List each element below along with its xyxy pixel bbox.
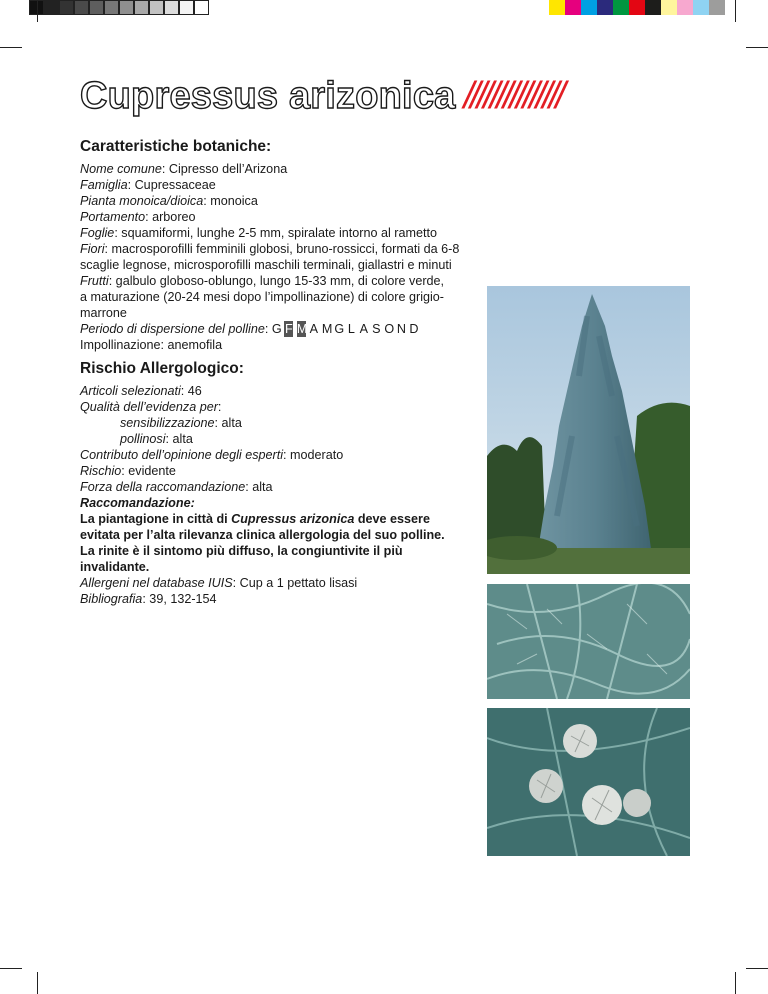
month-letter: M: [321, 322, 333, 336]
crop-mark: [735, 972, 736, 994]
tree-photo: [487, 286, 690, 574]
recommendation-text-1: La piantagione in città di Cupressus arizonica deve essere: [80, 512, 430, 526]
pollination-row: Impollinazione: anemofila: [80, 338, 223, 352]
month-letter: F: [284, 322, 293, 336]
crop-mark: [0, 47, 22, 48]
month-letter: D: [409, 322, 419, 336]
grayscale-calibration-strip: [29, 0, 209, 15]
recommendation-text-4: invalidante.: [80, 560, 150, 574]
crop-mark: [37, 0, 38, 22]
page-title: Cupressus arizonica: [80, 75, 456, 117]
month-letter: G: [334, 322, 345, 336]
pollen-period-row: Periodo di dispersione del polline: G F M A M G L A S O N D: [80, 322, 419, 336]
common-name-row: Nome comune: Cipresso dell’Arizona: [80, 162, 288, 176]
title-slash-decoration: ///////////////: [463, 75, 562, 117]
flowers-row: Fiori: macrosporofilli femminili globosi, bruno-rossicci, formati da 6-8: [80, 242, 460, 256]
cones-photo: [487, 708, 690, 856]
recommendation-strength-row: Forza della raccomandazione: alta: [80, 480, 273, 494]
botanical-section: [80, 137, 500, 353]
allergy-section: [80, 359, 500, 607]
leaves-row: Foglie: squamiformi, lunghe 2-5 mm, spiralate intorno al rametto: [80, 226, 437, 240]
foliage-photo: [487, 584, 690, 699]
month-letter: A: [309, 322, 319, 336]
family-row: Famiglia: Cupressaceae: [80, 178, 216, 192]
habit-row: Portamento: arboreo: [80, 210, 196, 224]
allergy-heading: Rischio Allergologico:: [80, 360, 244, 377]
articles-row: Articoli selezionati: 46: [80, 384, 202, 398]
flowers-row-cont: scaglie legnose, microsporofilli maschili terminali, giallastri e minuti: [80, 258, 452, 272]
month-calendar: [272, 322, 419, 336]
fruits-row-cont: a maturazione (20-24 mesi dopo l’impollinazione) di colore grigio-: [80, 290, 445, 304]
botanical-heading: Caratteristiche botaniche:: [80, 138, 272, 155]
crop-mark: [37, 972, 38, 994]
allergens-row: Allergeni nel database IUIS: Cup a 1 pettato lisasi: [80, 576, 358, 590]
recommendation-text-3: La rinite è il sintomo più diffuso, la congiuntivite il più: [80, 544, 403, 558]
recommendation-label: Raccomandazione:: [80, 496, 195, 510]
month-letter: G: [271, 322, 282, 336]
month-letter: M: [296, 322, 308, 336]
sensitization-row: sensibilizzazione: alta: [120, 416, 242, 430]
pollinosis-row: pollinosi: alta: [120, 432, 193, 446]
recommendation-text-2: evitata per l’alta rilevanza clinica allergologia del suo polline.: [80, 528, 445, 542]
color-calibration-strip: [549, 0, 725, 15]
crop-mark: [746, 968, 768, 969]
risk-row: Rischio: evidente: [80, 464, 176, 478]
expert-opinion-row: Contributo dell’opinione degli esperti: moderato: [80, 448, 344, 462]
month-letter: L: [347, 322, 355, 336]
crop-mark: [735, 0, 736, 22]
month-letter: N: [396, 322, 406, 336]
month-letter: A: [359, 322, 369, 336]
fruits-row-cont: marrone: [80, 306, 127, 320]
bibliography-row: Bibliografia: 39, 132-154: [80, 592, 217, 606]
crop-mark: [746, 47, 768, 48]
month-letter: S: [372, 322, 381, 336]
evidence-quality-row: Qualità dell’evidenza per:: [80, 400, 222, 414]
monoecy-row: Pianta monoica/dioica: monoica: [80, 194, 258, 208]
page-title-row: [80, 74, 562, 118]
crop-mark: [0, 968, 22, 969]
fruits-row: Frutti: galbulo globoso-oblungo, lungo 15-33 mm, di colore verde,: [80, 274, 445, 288]
month-letter: O: [384, 322, 395, 336]
